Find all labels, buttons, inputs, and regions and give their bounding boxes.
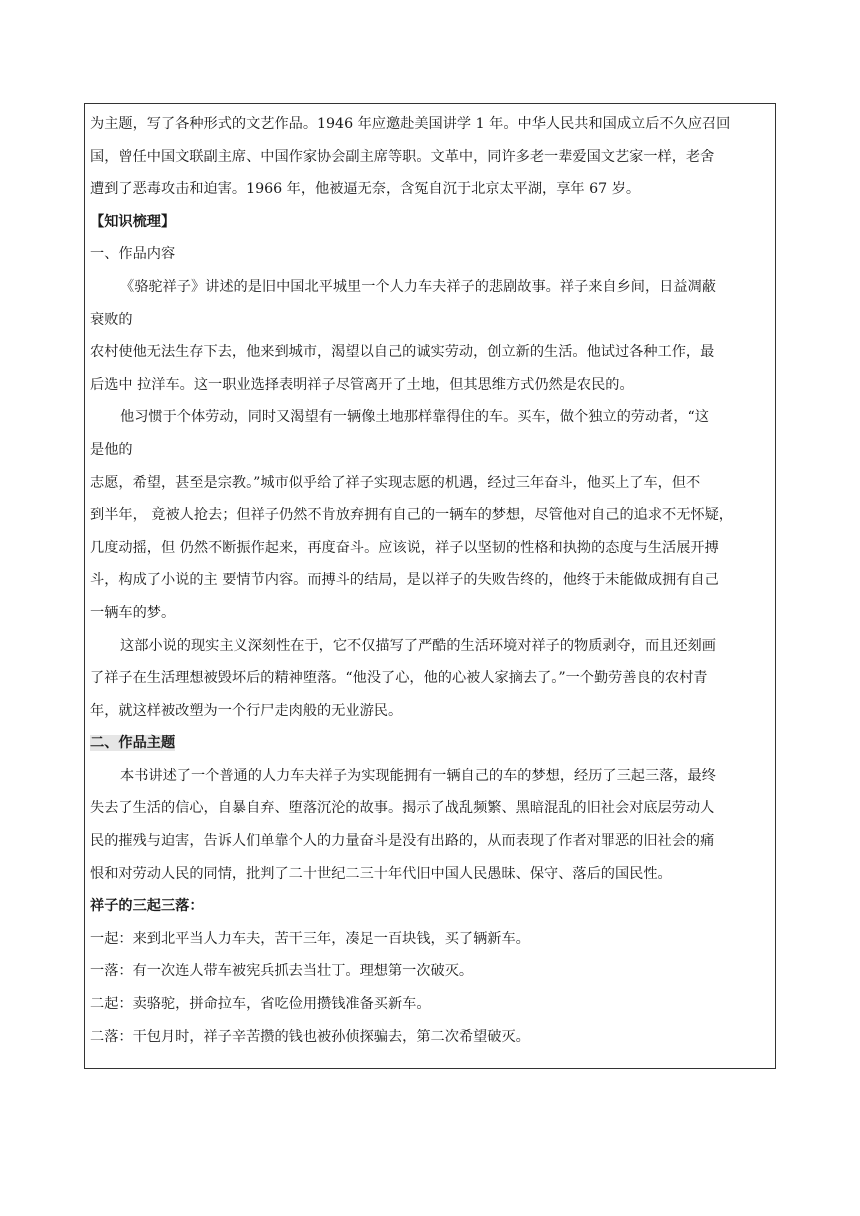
section2-para-line: 失去了生活的信心，自暴自弃、堕落沉沦的故事。揭示了战乱频繁、黑暗混乱的旧社会对底层劳动人 xyxy=(90,800,715,817)
rise-fall-item: 一起：来到北平当人力车夫，苦干三年，凑足一百块钱，买了辆新车。 xyxy=(90,930,530,947)
section2-heading-row xyxy=(90,727,776,760)
section1-para1-line: 《骆驼祥子》讲述的是旧中国北平城里一个人力车夫祥子的悲剧故事。祥子来自乡间，日益凋蔽 xyxy=(120,278,716,295)
intro-line: 遭到了恶毒攻击和迫害。1966 年，他被逼无奈，含冤自沉于北京太平湖，享年 67 岁。 xyxy=(90,181,641,198)
section1-para1-line: 农村使他无法生存下去，他来到城市，渴望以自己的诚实劳动，创立新的生活。他试过各种工作，最 xyxy=(90,344,715,361)
intro-line: 为主题，写了各种形式的文艺作品。1946 年应邀赴美国讲学 1 年。中华人民共和国成立后不久应召回 xyxy=(90,116,731,132)
section2-para-line: 本书讲述了一个普通的人力车夫祥子为实现能拥有一辆自己的车的梦想，经历了三起三落，最终 xyxy=(120,767,716,784)
section1-para2-line: 几度动摇，但 仍然不断振作起来，再度奋斗。应该说，祥子以坚韧的性格和执拗的态度与生活展开搏 xyxy=(90,539,719,556)
intro-line: 国，曾任中国文联副主席、中国作家协会副主席等职。文革中，同许多老一辈爱国文艺家一样，老舍 xyxy=(90,148,715,165)
section1-para3-line: 了祥子在生活理想被毁坏后的精神堕落。“他没了心，他的心被人家摘去了。”一个勤劳善良的农村青 xyxy=(90,670,708,687)
section2-para-line: 恨和对劳动人民的同情，批判了二十世纪二三十年代旧中国人民愚昧、保守、落后的国民性。 xyxy=(90,865,672,882)
section1-para2-line: 志愿，希望，甚至是宗教。”城市似乎给了祥子实现志愿的机遇，经过三年奋斗，他买上了车，但不 xyxy=(90,474,701,491)
document-body xyxy=(90,108,776,1053)
section1-heading: 一、作品内容 xyxy=(90,246,176,263)
section1-para2-line: 斗，构成了小说的主 要情节内容。而搏斗的结局，是以祥子的失败告终的，他终于未能做成拥有自己 xyxy=(90,572,719,589)
section1-para3-line: 年，就这样被改塑为一个行尸走肉般的无业游民。 xyxy=(90,702,403,719)
section1-para2-line: 一辆车的梦。 xyxy=(90,604,176,621)
section1-para2-line: 他习惯于个体劳动，同时又渴望有一辆像土地那样靠得住的车。买车，做个独立的劳动者，“这 xyxy=(120,409,709,426)
rise-fall-item: 二起：卖骆驼，拼命拉车，省吃俭用攒钱准备买新车。 xyxy=(90,996,431,1013)
knowledge-heading: 【知识梳理】 xyxy=(90,213,176,230)
section1-para2-line: 到半年， 竟被人抢去；但祥子仍然不肯放弃拥有自己的一辆车的梦想，尽管他对自己的追求不无怀疑， xyxy=(90,507,733,524)
section2-heading: 二、作品主题 xyxy=(90,735,176,752)
section1-para3-line: 这部小说的现实主义深刻性在于，它不仅描写了严酷的生活环境对祥子的物质剥夺，而且还刻画 xyxy=(120,637,716,654)
rises-falls-heading: 祥子的三起三落： xyxy=(90,898,204,915)
section1-para1-line: 后选中 拉洋车。这一职业选择表明祥子尽管离开了土地，但其思维方式仍然是农民的。 xyxy=(90,376,634,393)
section1-para2-line: 是他的 xyxy=(90,441,133,458)
section2-para-line: 民的摧残与迫害，告诉人们单靠个人的力量奋斗是没有出路的，从而表现了作者对罪恶的旧社会的痛 xyxy=(90,833,715,850)
rise-fall-item: 一落：有一次连人带车被宪兵抓去当壮丁。理想第一次破灭。 xyxy=(90,963,474,980)
rise-fall-item: 二落：干包月时，祥子辛苦攒的钱也被孙侦探骗去，第二次希望破灭。 xyxy=(90,1028,530,1045)
section1-para1-line: 衰败的 xyxy=(90,311,133,328)
